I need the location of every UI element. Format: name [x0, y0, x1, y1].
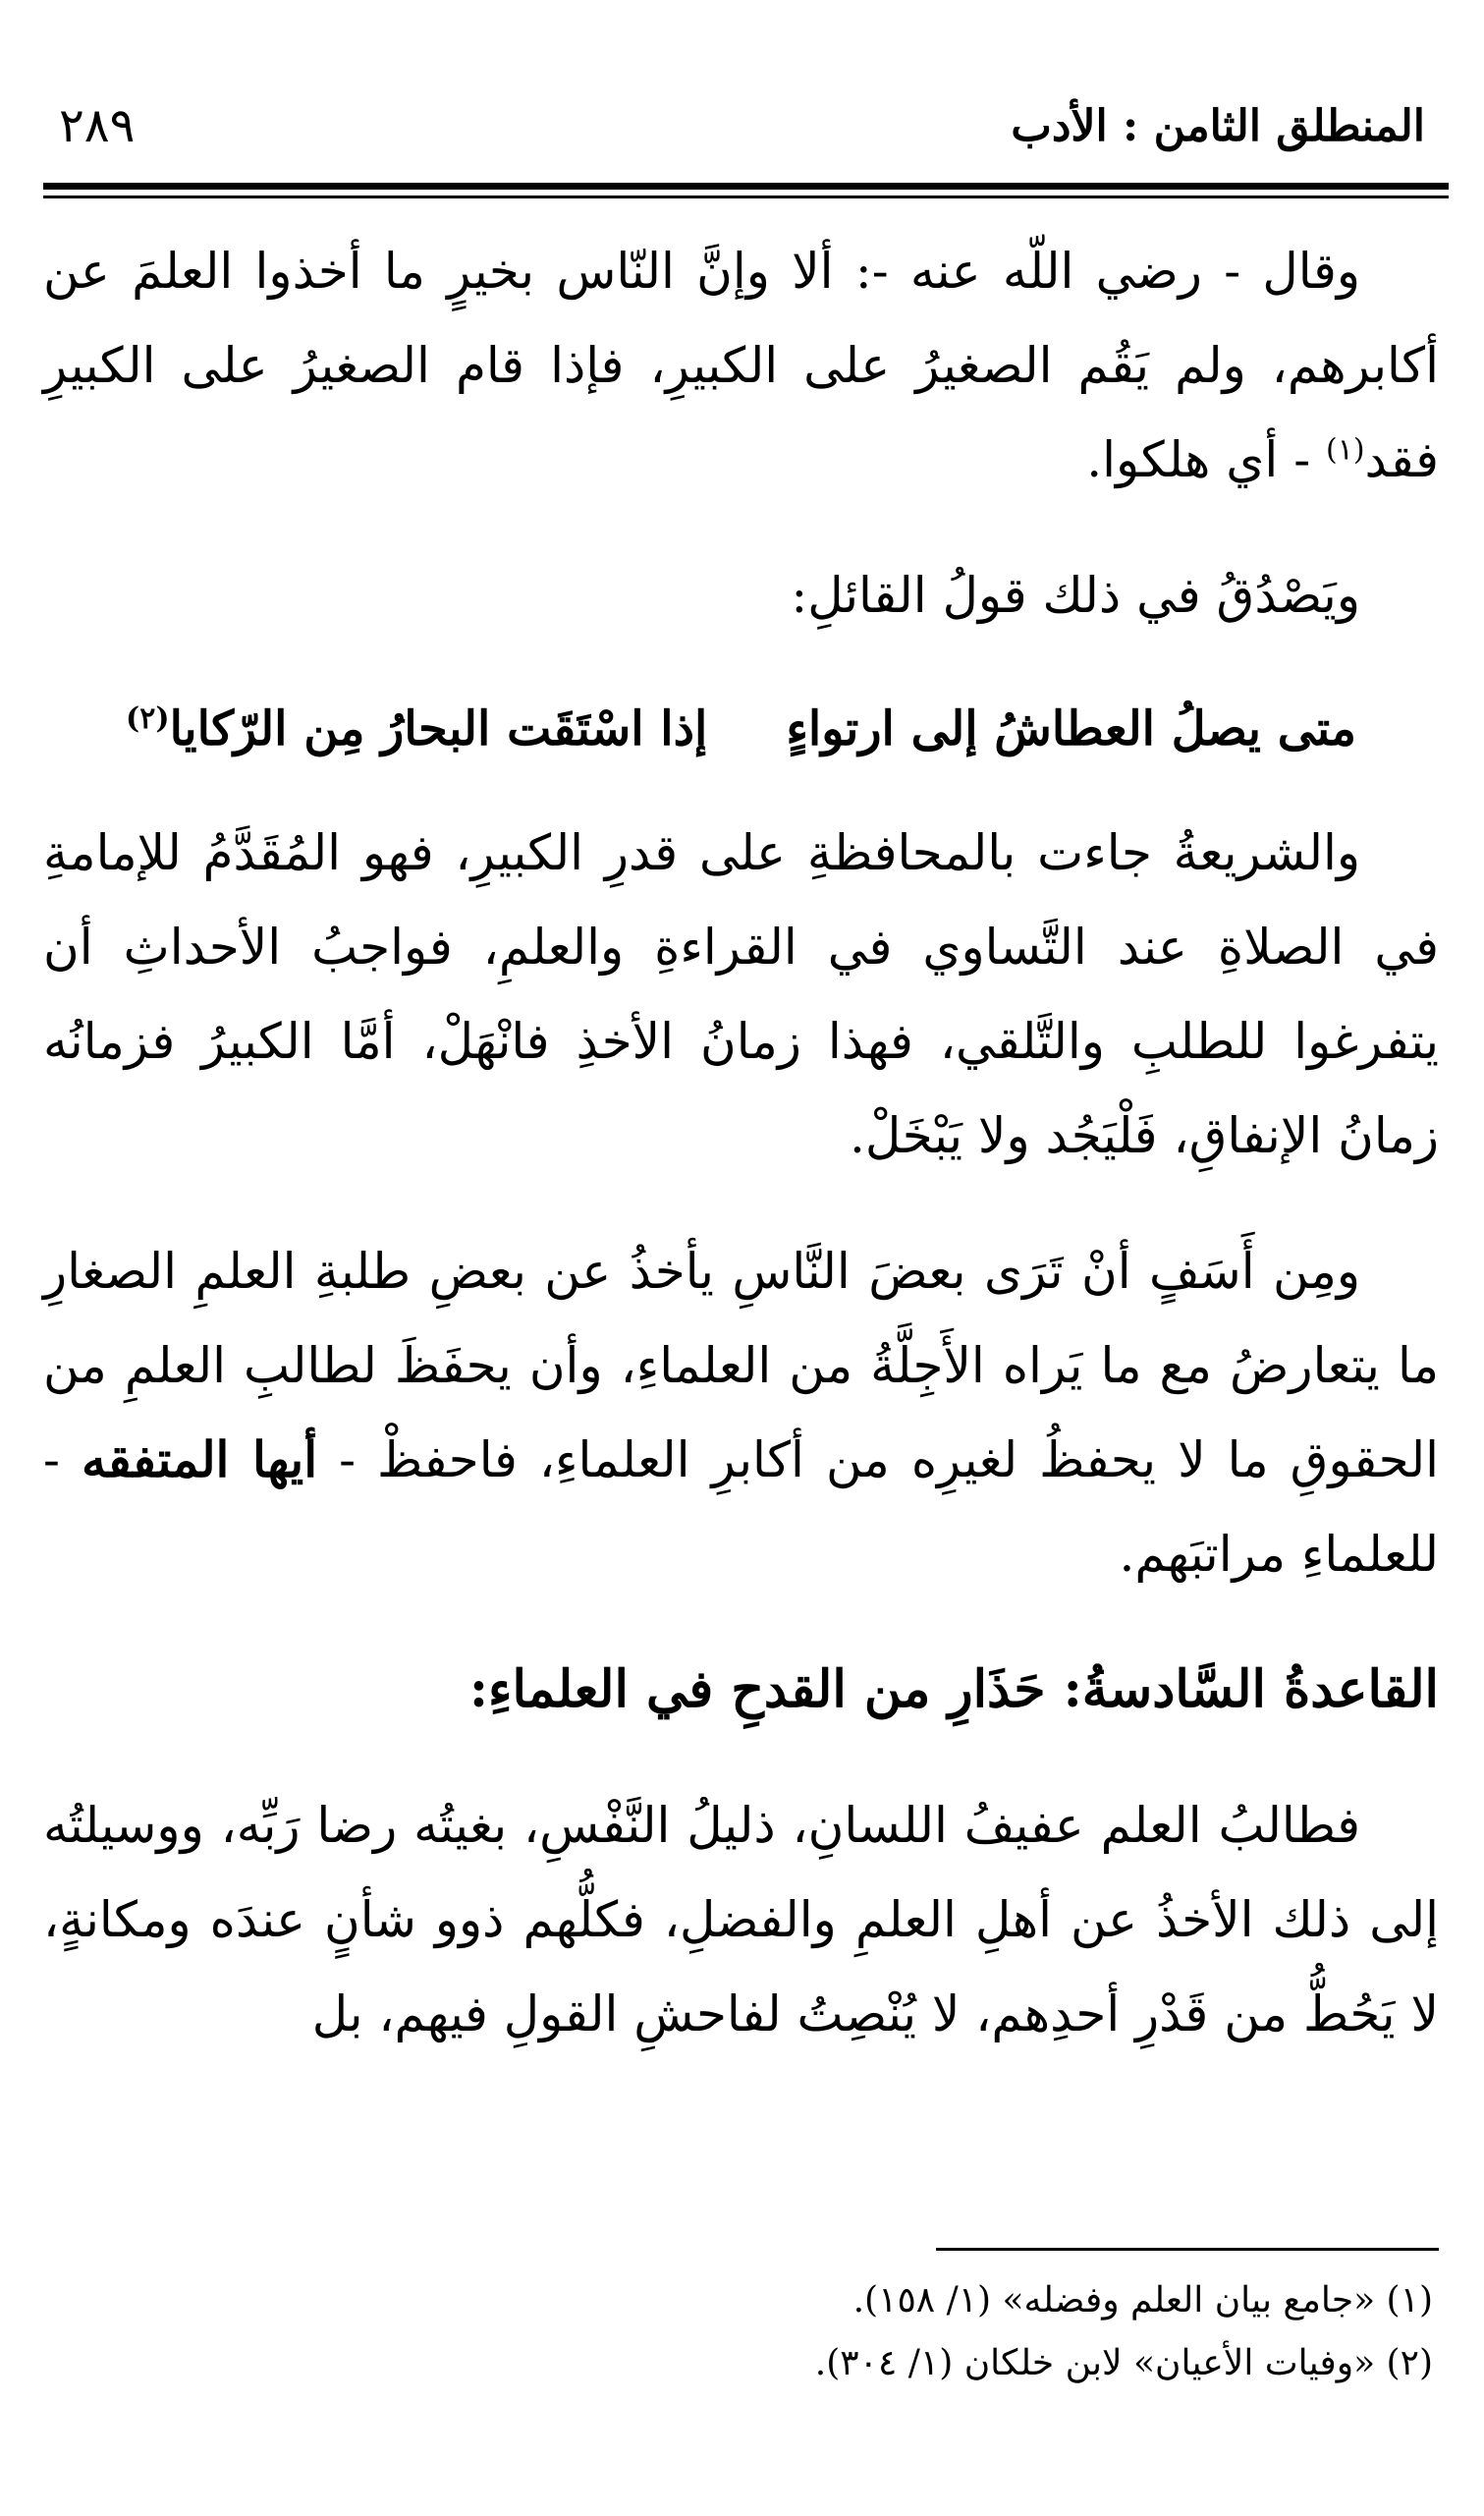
running-title: المنطلق الثامن : الأدب [1011, 100, 1425, 151]
footnote-2: (٢) «وفيات الأعيان» لابن خلكان (١/ ٣٠٤). [814, 2343, 1433, 2383]
paragraph-4-text: ومِن أَسَفٍ أنْ تَرَى بعضَ النَّاسِ يأخذُ عن بعضِ طلبةِ العلمِ الصغارِ ما يتعارضُ مع ما يَراه الأَجِلَّةُ من العلماءِ، وأن يحفَظَ لطالبِ العلمِ من الحقوقِ ما لا يحفظُ لغيرِه من أكابرِ العلماءِ، فاحفظْ - [43, 1243, 1439, 1488]
header-rule-thin [43, 196, 1449, 198]
paragraph-5: فطالبُ العلم عفيفُ اللسانِ، ذليلُ النَّفْسِ، بغيتُه رضا رَبِّه، ووسيلتُه إلى ذلك الأخذُ عن أهلِ العلمِ والفضلِ، فكلُّهم ذوو شأنٍ عندَه ومكانةٍ، لا يَحُطُّ من قَدْرِ أحدِهم، لا يُنْصِتُ لفاحشِ القولِ فيهم، بل [43, 1797, 1439, 2042]
page-number: ٢٨٩ [59, 98, 136, 153]
footnote-1: (١) «جامع بيان العلم وفضله» (١/ ١٥٨). [852, 2280, 1433, 2320]
paragraph-4-emphasis: أيها المتفقه [81, 1430, 318, 1488]
footnotes [59, 2269, 1433, 2395]
verse-first-hemistich: متى يصلُ العطاشُ إلى ارتواءٍ [786, 701, 1356, 756]
section-heading: القاعدةُ السَّادسةُ: حَذَارِ من القدحِ في العلماءِ: [468, 1659, 1439, 1719]
paragraph-2: ويَصْدُقُ في ذلك قولُ القائلِ: [791, 567, 1360, 624]
paragraph-3: والشريعةُ جاءت بالمحافظةِ على قدرِ الكبيرِ، فهو المُقَدَّمُ للإمامةِ في الصلاةِ عند التَّساوي في القراءةِ والعلمِ، فواجبُ الأحداثِ أن يتفرغوا للطلبِ والتَّلقي، فهذا زمانُ الأخذِ فانْهَلْ، أمَّا الكبيرُ فزمانُه زمانُ الإنفاقِ، فَلْيَجُد ولا يَبْخَلْ. [43, 824, 1439, 1164]
verse-second-hemistich: إذا اسْتَقَت البحارُ مِن الرّكايا [169, 701, 708, 756]
paragraph-1-tail: - أي هلكوا. [1086, 431, 1326, 488]
paragraph-4-tail: - للعلماءِ مراتبَهم. [43, 1431, 1439, 1583]
page-header [59, 86, 1425, 165]
header-rule-thick [43, 183, 1449, 190]
paragraph-4 [43, 1224, 1439, 1601]
footnote-ref-1: (١) [1325, 432, 1365, 468]
paragraph-1-text: وقال - رضي اللّه عنه -: ألا وإنَّ النّاس بخيرٍ ما أخذوا العلمَ عن أكابرهم، ولم يَقُم الصغيرُ على الكبيرِ، فإذا قام الصغيرُ على الكبيرِ فقد [43, 243, 1439, 488]
footnote-separator [936, 2248, 1439, 2251]
footnote-ref-2: (٢) [126, 701, 170, 736]
page-body [43, 224, 1439, 2061]
poetry-verse [43, 682, 1439, 776]
paragraph-1 [43, 224, 1439, 507]
